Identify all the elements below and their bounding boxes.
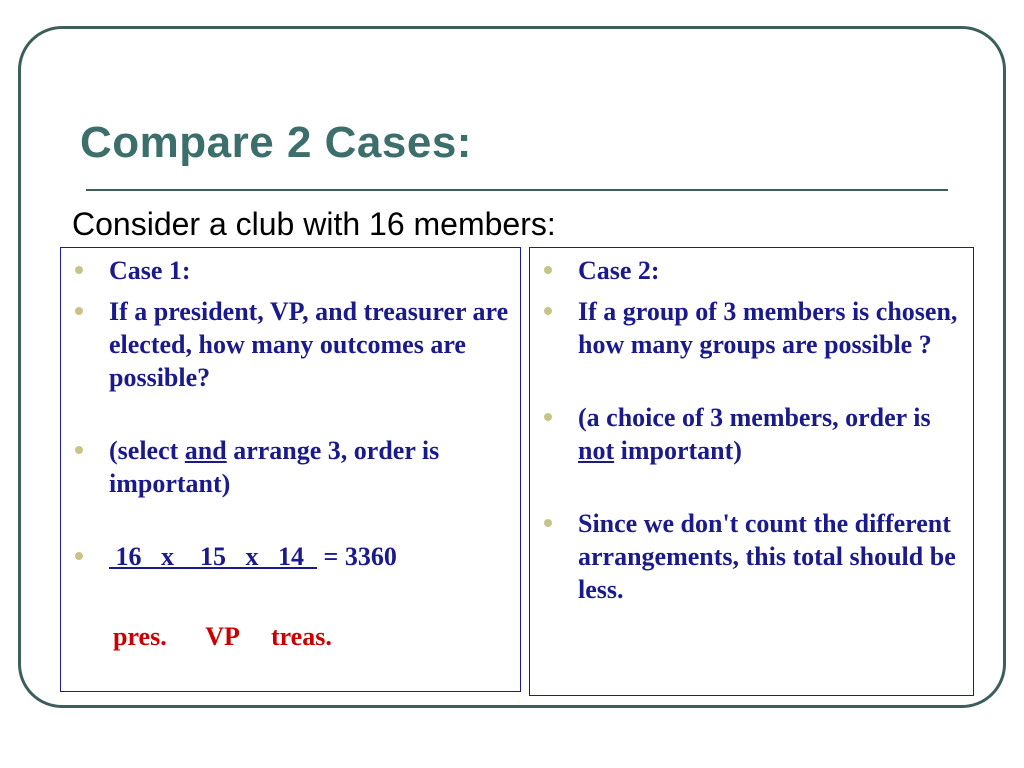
case-2-note-start: (a choice of 3 members, order is <box>578 403 931 432</box>
case-1-question-item <box>61 295 520 394</box>
case-1-question: If a president, VP, and treasurer are elected, how many outcomes are possible? <box>109 297 509 392</box>
case-2-note-item <box>530 401 973 467</box>
case-1-note-emphasis: and <box>184 436 227 465</box>
bullet-icon <box>544 519 552 527</box>
case-1-calc-labels: pres. VP treas. <box>113 622 332 651</box>
case-2-conclusion-item <box>530 507 973 606</box>
bullet-icon <box>75 266 83 274</box>
title-divider <box>86 189 948 191</box>
case-2-note-end: important) <box>614 436 742 465</box>
case-1-note-end: arrange 3, order is important) <box>109 436 440 498</box>
case-2-box <box>529 247 974 696</box>
bullet-icon <box>544 413 552 421</box>
case-1-calc-expression: 16 x 15 x 14 <box>109 542 317 571</box>
case-1-note-start: (select <box>109 436 185 465</box>
case-2-note-emphasis: not <box>578 436 615 465</box>
case-2-heading-item <box>530 254 973 287</box>
case-2-list <box>530 254 973 606</box>
bullet-icon <box>544 266 552 274</box>
case-2-question-item <box>530 295 973 361</box>
bullet-icon <box>75 307 83 315</box>
case-2-heading: Case 2: <box>578 256 660 285</box>
intro-text: Consider a club with 16 members: <box>72 206 556 242</box>
case-1-note-item <box>61 434 520 500</box>
bullet-icon <box>75 446 83 454</box>
case-2-question: If a group of 3 members is chosen, how many groups are possible ? <box>578 297 958 359</box>
case-1-list <box>61 254 520 573</box>
case-1-heading-item <box>61 254 520 287</box>
slide-title: Compare 2 Cases: <box>80 118 472 167</box>
case-1-heading: Case 1: <box>109 256 191 285</box>
bullet-icon <box>544 307 552 315</box>
case-2-conclusion: Since we don't count the different arrangements, this total should be less. <box>578 509 956 604</box>
case-1-calc-item <box>61 540 520 573</box>
bullet-icon <box>75 552 83 560</box>
case-1-calc-result: = 3360 <box>317 542 397 571</box>
